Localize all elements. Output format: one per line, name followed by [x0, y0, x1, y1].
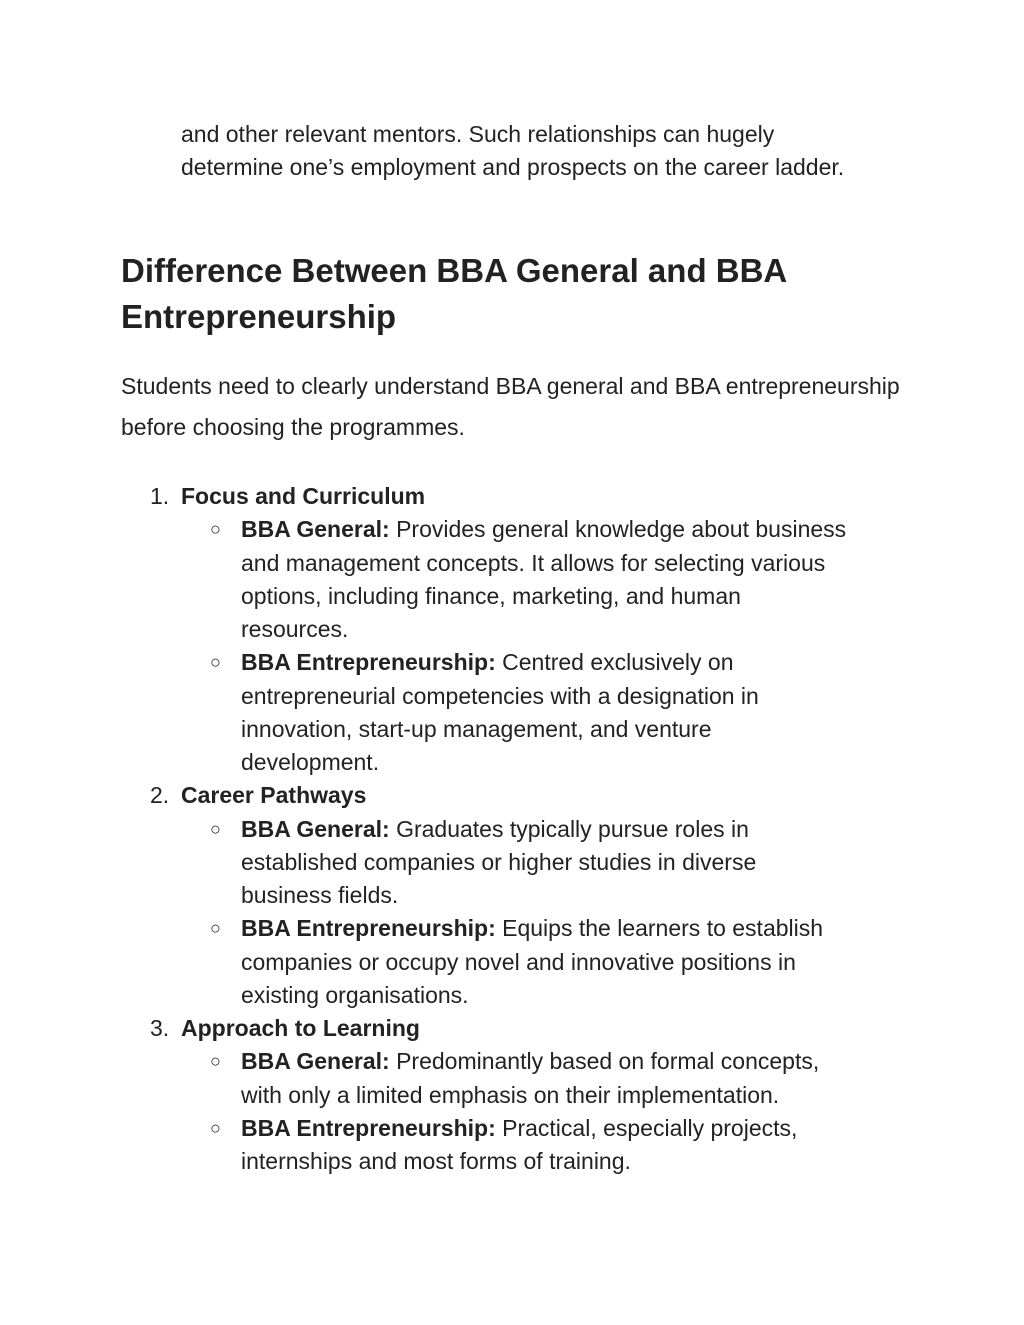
sublist — [181, 813, 921, 1013]
sub-text: Centred exclusively on entrepreneurial competencies with a designation in innovation, start-up management, and venture development. — [241, 649, 759, 775]
list-number: 1. — [150, 483, 170, 509]
section-heading: Difference Between BBA General and BBA Entrepreneurship — [121, 252, 787, 335]
sublist-item — [181, 912, 851, 1012]
list-number: 2. — [150, 782, 170, 809]
list-item-title: Focus and Curriculum — [181, 483, 426, 509]
sublist — [181, 513, 921, 779]
hollow-circle-bullet-icon: ○ — [210, 1051, 221, 1072]
sublist-item — [181, 1112, 851, 1179]
sub-label: BBA Entrepreneurship: — [241, 649, 496, 676]
sub-label: BBA Entrepreneurship: — [241, 1114, 496, 1141]
sublist-item — [181, 513, 851, 646]
sub-text: Practical, especially projects, internships and most forms of training. — [241, 1114, 798, 1174]
sub-label: BBA Entrepreneurship: — [241, 915, 496, 942]
list-item-approach-learning — [121, 1012, 921, 1178]
sub-label: BBA General: — [241, 516, 390, 543]
intro-paragraph: Students need to clearly understand BBA general and BBA entrepreneurship before choosing the programmes. — [121, 373, 900, 440]
continuation-paragraph: and other relevant mentors. Such relationships can hugely determine one’s employment and prospects on the career ladder. — [181, 121, 845, 181]
hollow-circle-bullet-icon: ○ — [210, 818, 221, 839]
sub-text: Provides general knowledge about business and management concepts. It allows for selecting various options, including finance, marketing, and human resources. — [241, 516, 847, 642]
list-item-title: Career Pathways — [181, 782, 367, 809]
list-number: 3. — [150, 1015, 170, 1041]
list-item-title: Approach to Learning — [181, 1015, 420, 1041]
sub-label: BBA General: — [241, 1048, 390, 1075]
sub-text: Predominantly based on formal concepts, with only a limited emphasis on their implementation. — [241, 1048, 820, 1108]
sublist-item — [181, 813, 851, 913]
hollow-circle-bullet-icon: ○ — [210, 652, 221, 673]
hollow-circle-bullet-icon: ○ — [210, 519, 221, 540]
sublist-item — [181, 1045, 851, 1112]
list-item-focus-curriculum — [121, 480, 921, 779]
hollow-circle-bullet-icon: ○ — [210, 1117, 221, 1138]
sub-text: Equips the learners to establish companies or occupy novel and innovative positions in existing organisations. — [241, 915, 824, 1008]
comparison-list — [121, 480, 921, 1178]
sublist — [181, 1045, 921, 1178]
sublist-item — [181, 646, 851, 779]
sub-text: Graduates typically pursue roles in established companies or higher studies in diverse business fields. — [241, 815, 757, 908]
sub-label: BBA General: — [241, 815, 390, 842]
list-item-career-pathways — [121, 779, 921, 1012]
hollow-circle-bullet-icon: ○ — [210, 918, 221, 939]
